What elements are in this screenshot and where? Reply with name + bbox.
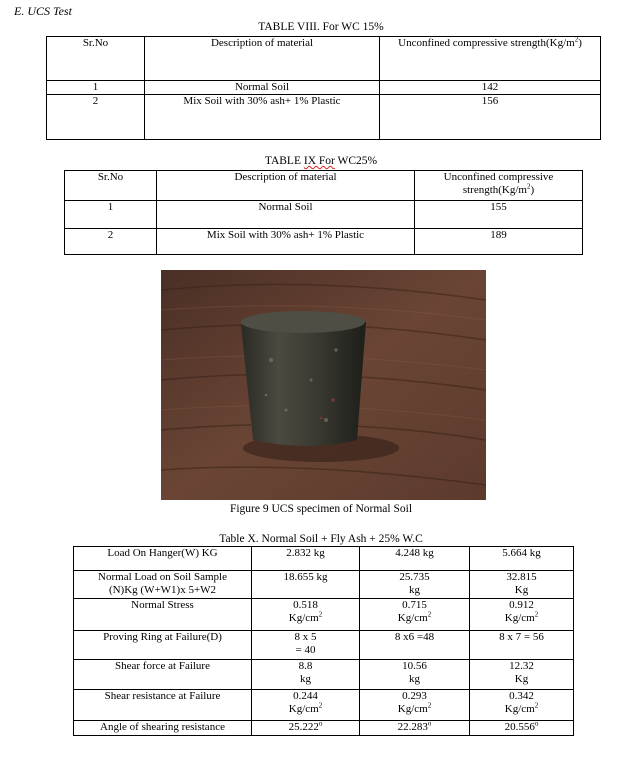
table-row: 155 bbox=[415, 201, 583, 229]
table-8-header-srno: Sr.No bbox=[47, 37, 145, 81]
table-row: 0.518 $Kg/cm^2$ bbox=[252, 599, 360, 631]
table-row: 22.283$^o$ bbox=[360, 721, 470, 736]
table-row: 25.735 kg bbox=[360, 571, 470, 599]
table-8-header-strength: Unconfined compressive $strength(Kg/m^2)$ bbox=[380, 37, 601, 81]
table-row: 18.655 kg bbox=[252, 571, 360, 599]
table-row: Shear resistance at Failure bbox=[74, 690, 252, 721]
table-row: Normal Load on Soil Sample (N)Kg (W+W1)x 5+W2 bbox=[74, 571, 252, 599]
table-row: Normal Stress bbox=[74, 599, 252, 631]
table-row: Proving Ring at Failure(D) bbox=[74, 631, 252, 660]
table-row: Normal Soil bbox=[145, 81, 380, 95]
table-row: Load On Hanger(W) KG bbox=[74, 547, 252, 571]
specimen-photo-illustration bbox=[161, 270, 486, 500]
table-row: Mix Soil with 30% ash+ 1% Plastic bbox=[145, 95, 380, 140]
table-row: 0.342 $Kg/cm^2$ bbox=[470, 690, 574, 721]
table-row: 1 bbox=[47, 81, 145, 95]
table-row: 156 bbox=[380, 95, 601, 140]
table-row: 142 bbox=[380, 81, 601, 95]
table-row: 0.244 $Kg/cm^2$ bbox=[252, 690, 360, 721]
table-row: 0.293 $Kg/cm^2$ bbox=[360, 690, 470, 721]
table-row: 32.815 Kg bbox=[470, 571, 574, 599]
section-heading: E. UCS Test bbox=[14, 4, 72, 18]
table-row: 8 x 5 = 40 bbox=[252, 631, 360, 660]
table-9-title: TABLE IX For WC25% bbox=[264, 155, 378, 167]
table-row: Mix Soil with 30% ash+ 1% Plastic bbox=[157, 229, 415, 255]
table-8-header-desc: Description of material bbox=[145, 37, 380, 81]
table-row: Angle of shearing resistance bbox=[74, 721, 252, 736]
specimen-photo bbox=[161, 270, 486, 500]
table-row: 8.8 kg bbox=[252, 660, 360, 690]
table-row: 25.222$^o$ bbox=[252, 721, 360, 736]
table-row: 8 x 7 = 56 bbox=[470, 631, 574, 660]
table-row: 189 bbox=[415, 229, 583, 255]
table-9-header-desc: Description of material bbox=[157, 171, 415, 201]
table-row: Normal Soil bbox=[157, 201, 415, 229]
table-row: 5.664 kg bbox=[470, 547, 574, 571]
table-10-title: Table X. Normal Soil + Fly Ash + 25% W.C bbox=[219, 533, 423, 545]
table-row: 0.715 $Kg/cm^2$ bbox=[360, 599, 470, 631]
table-row: 0.912 $Kg/cm^2$ bbox=[470, 599, 574, 631]
table-9 bbox=[64, 170, 583, 255]
table-row: 1 bbox=[65, 201, 157, 229]
table-row: Shear force at Failure bbox=[74, 660, 252, 690]
table-row: 2 bbox=[47, 95, 145, 140]
table-8 bbox=[46, 36, 601, 140]
table-10 bbox=[73, 546, 574, 736]
table-row: 10.56 kg bbox=[360, 660, 470, 690]
table-9-header-strength: Unconfined compressive $strength(Kg/m^2)$ bbox=[415, 171, 583, 201]
table-row: 2 bbox=[65, 229, 157, 255]
table-row: 4.248 kg bbox=[360, 547, 470, 571]
figure-9-caption: Figure 9 UCS specimen of Normal Soil bbox=[229, 503, 413, 515]
table-9-header-srno: Sr.No bbox=[65, 171, 157, 201]
table-row: 8 x6 =48 bbox=[360, 631, 470, 660]
table-row: 12.32 Kg bbox=[470, 660, 574, 690]
table-row: 20.556$^o$ bbox=[470, 721, 574, 736]
table-row: 2.832 kg bbox=[252, 547, 360, 571]
table-8-title: TABLE VIII. For WC 15% bbox=[258, 21, 384, 33]
